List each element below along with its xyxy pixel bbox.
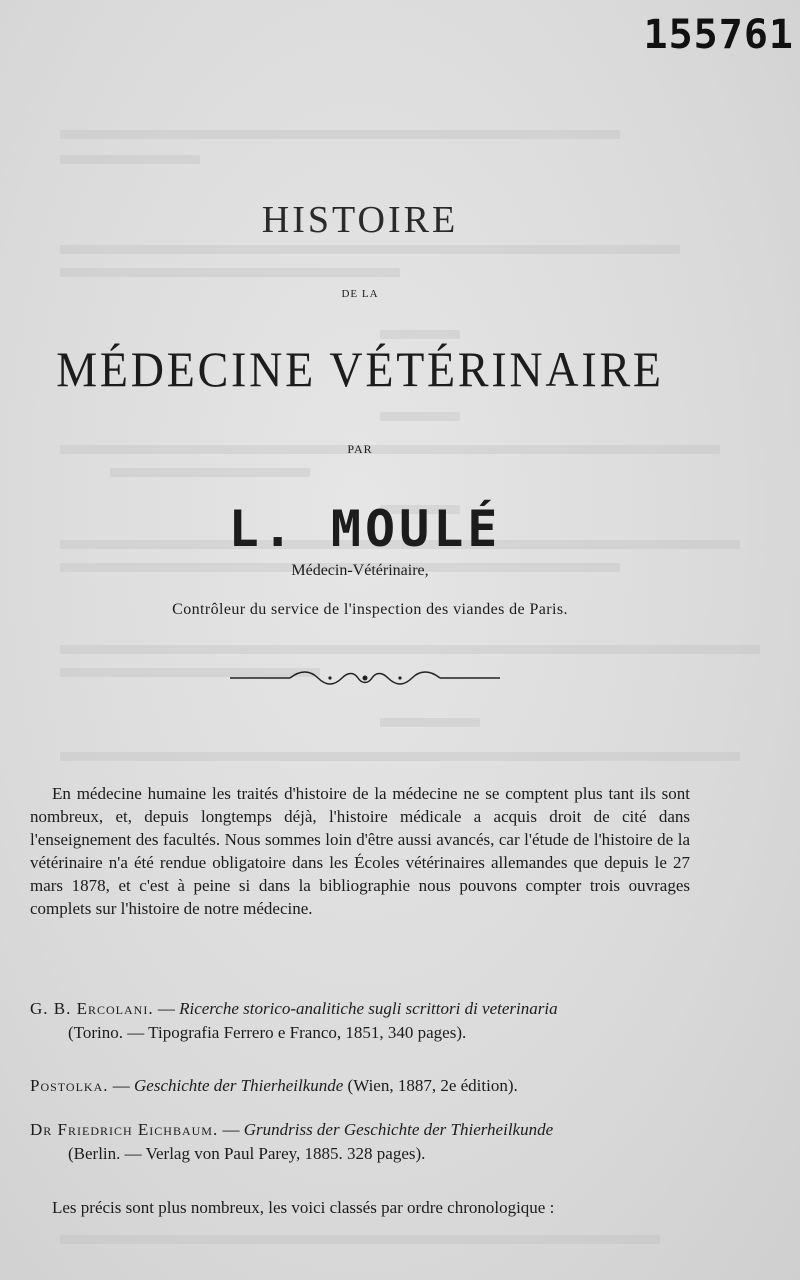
bleed-through-line [60,268,400,277]
bleed-through-line [380,330,460,339]
bleed-through-line [380,718,480,727]
reference-title: Ricerche storico-analitiche sugli scrittori di veterinaria [179,999,558,1018]
reference-title: Geschichte der Thierheilkunde [134,1076,344,1095]
reference-details: (Torino. — Tipografia Ferrero e Franco, 1851, 340 pages). [68,1023,467,1042]
author-role: Médecin-Vétérinaire, [291,562,429,579]
bleed-through-line [60,1235,660,1244]
reference-author: Postolka. [30,1076,109,1095]
bleed-through-line [60,645,760,654]
author-name: L. MOULÉ [228,500,502,558]
author-position: Contrôleur du service de l'inspection des viandes de Paris. [172,601,568,618]
page-title: MÉDECINE VÉTÉRINAIRE [56,341,664,397]
ornament-divider-icon [230,666,500,690]
bleed-through-line [60,752,740,761]
closing-paragraph: Les précis sont plus nombreux, les voici classés par ordre chronologique : [52,1198,555,1217]
catalog-stamp-number: 155761 [643,12,794,58]
reference-dash: — [108,1076,134,1095]
reference-eichbaum [30,1118,690,1166]
title-par: PAR [347,442,373,456]
intro-paragraph: En médecine humaine les traités d'histoire de la médecine ne se comptent plus tant ils sont nombreux, et, depuis longtemps déjà, l'histoire médicale a acquis droit de cité dans l'enseignement des facultés. Nous sommes loin d'être aussi avancés, car l'étude de l'histoire de la vétérinaire n'a été rendue obligatoire dans les Écoles vétérinaires allemandes que depuis le 27 mars 1878, et c'est à peine si dans la bibliographie nous pouvons compter trois ouvrages complets sur l'histoire de notre médecine. [30,784,690,918]
reference-details: (Wien, 1887, 2e édition). [343,1076,518,1095]
bleed-through-line [60,130,620,139]
reference-author: G. B. Ercolani. [30,999,154,1018]
bleed-through-line [380,412,460,421]
bleed-through-line [110,468,310,477]
reference-dash: — [218,1120,244,1139]
reference-postolka [30,1074,690,1098]
bleed-through-line [60,245,680,254]
title-de-la: DE LA [341,288,379,300]
reference-ercolani [30,997,690,1045]
title-histoire: HISTOIRE [261,199,459,241]
bleed-through-line [60,155,200,164]
reference-author: Dr Friedrich Eichbaum. [30,1120,219,1139]
reference-details: (Berlin. — Verlag von Paul Parey, 1885. 328 pages). [68,1144,426,1163]
reference-dash: — [153,999,180,1018]
reference-title: Grundriss der Geschichte der Thierheilkunde [243,1120,554,1139]
